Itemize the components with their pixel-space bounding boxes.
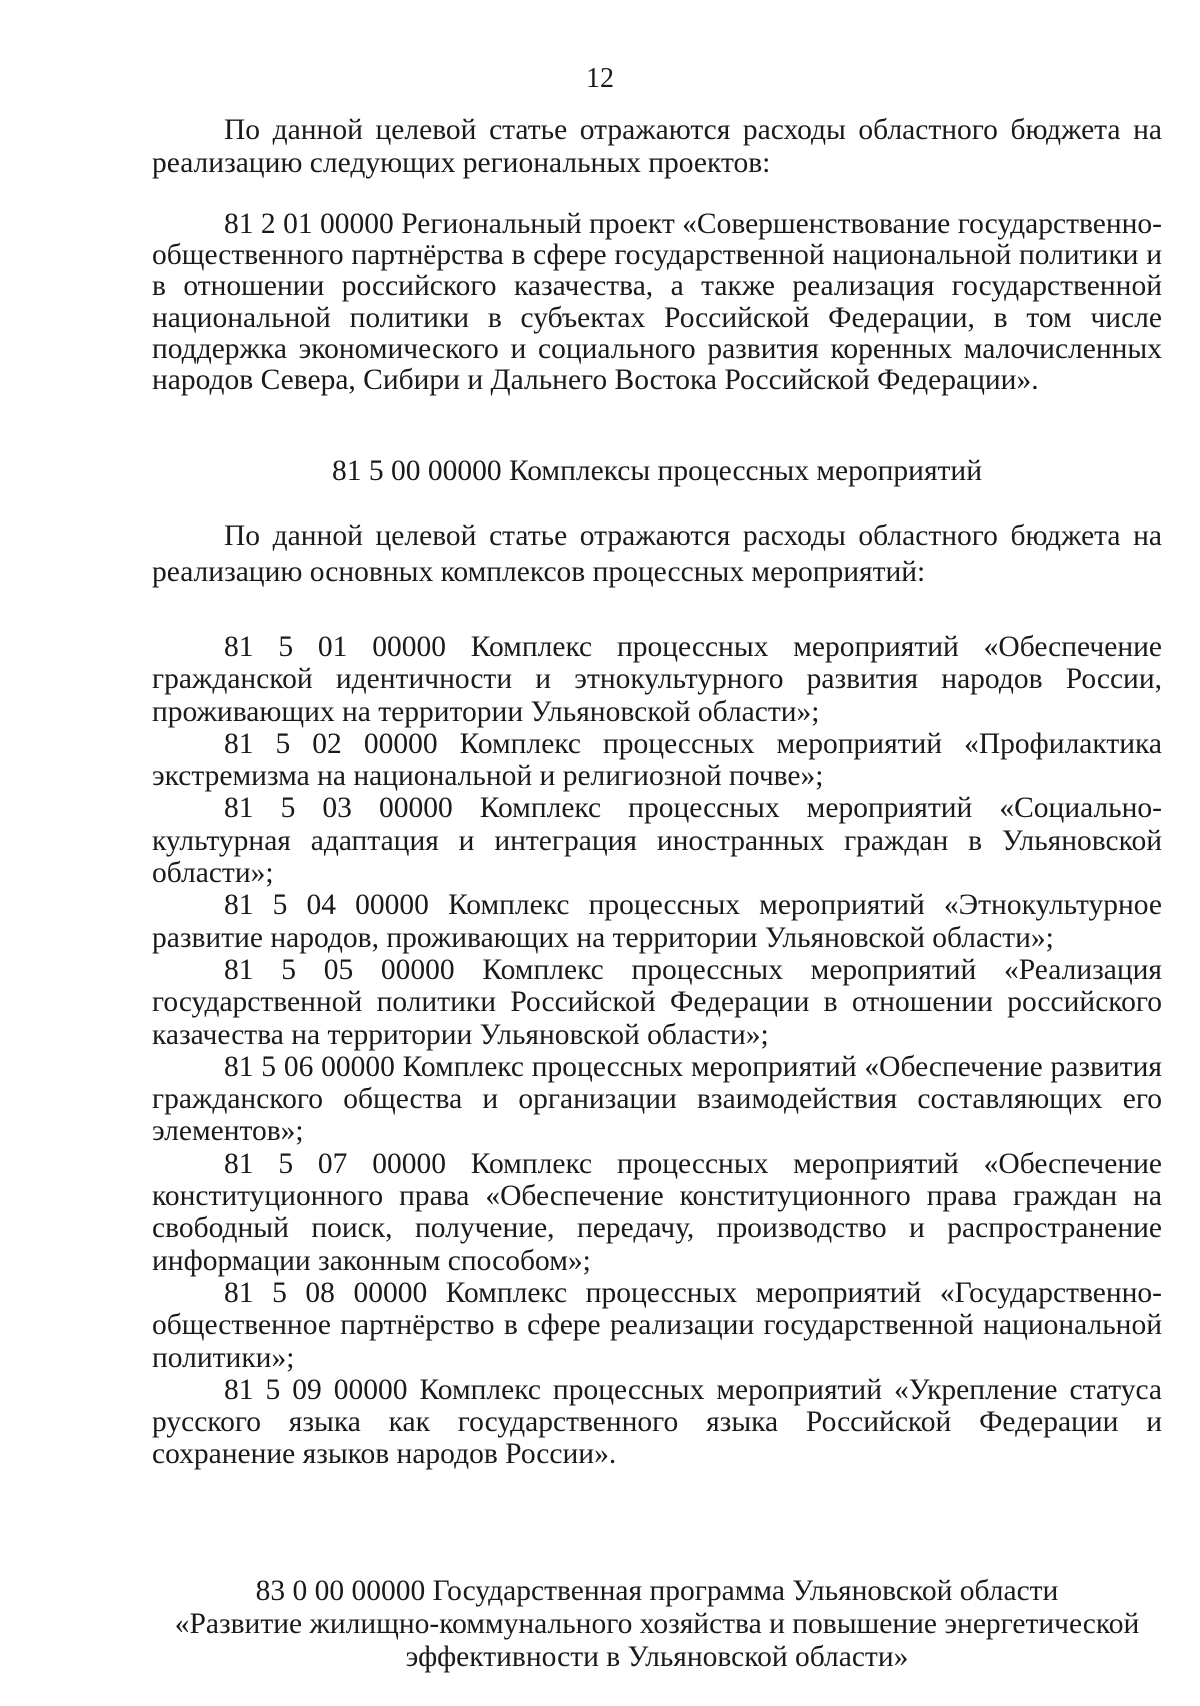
program-heading-line-1: 83 0 00 00000 Государственная программа Ульяновской области	[255, 1575, 1059, 1607]
regional-project-paragraph: 81 2 01 00000 Региональный проект «Совершенствование государственно-общественного партнёрства в сфере государственной национальной политики и в отношении российского казачества, а также реализация государственной национальной политики в субъектах Российской Федерации, в том числе поддержка экономического и социального развития коренных малочисленных народов Севера, Сибири и Дальнего Востока Российской Федерации».	[152, 208, 1162, 397]
section-heading: 81 5 00 00000 Комплексы процессных мероприятий	[332, 455, 982, 487]
program-heading-line-3: эффективности в Ульяновской области»	[405, 1641, 909, 1673]
list-item: 81 5 03 00000 Комплекс процессных мероприятий «Социально-культурная адаптация и интеграция иностранных граждан в Ульяновской области»;	[152, 792, 1162, 890]
program-heading	[152, 1575, 1162, 1674]
list-item: 81 5 09 00000 Комплекс процессных мероприятий «Укрепление статуса русского языка как государственного языка Российской Федерации и сохранение языков народов России».	[152, 1373, 1162, 1471]
list-item: 81 5 05 00000 Комплекс процессных мероприятий «Реализация государственной политики Российской Федерации в отношении российского казачества на территории Ульяновской области»;	[152, 953, 1162, 1051]
list-item: 81 5 02 00000 Комплекс процессных мероприятий «Профилактика экстремизма на национальной и религиозной почве»;	[152, 727, 1162, 793]
list-item: 81 5 01 00000 Комплекс процессных мероприятий «Обеспечение гражданской идентичности и этнокультурного развития народов России, проживающих на территории Ульяновской области»;	[152, 631, 1162, 728]
list-item: 81 5 08 00000 Комплекс процессных мероприятий «Государственно-общественное партнёрство в сфере реализации государственной национальной политики»;	[152, 1276, 1162, 1374]
intro-paragraph: По данной целевой статье отражаются расходы областного бюджета на реализацию следующих региональных проектов:	[152, 114, 1162, 179]
complex-list	[152, 631, 1162, 1471]
list-item: 81 5 06 00000 Комплекс процессных мероприятий «Обеспечение развития гражданского общества и организации взаимодействия составляющих его элементов»;	[152, 1050, 1162, 1148]
page-number: 12	[586, 63, 614, 94]
list-item: 81 5 04 00000 Комплекс процессных мероприятий «Этнокультурное развитие народов, проживающих на территории Ульяновской области»;	[152, 889, 1162, 954]
section-intro-paragraph: По данной целевой статье отражаются расходы областного бюджета на реализацию основных комплексов процессных мероприятий:	[152, 520, 1162, 588]
program-heading-line-2: «Развитие жилищно-коммунального хозяйства и повышение энергетической	[174, 1608, 1140, 1640]
list-item: 81 5 07 00000 Комплекс процессных мероприятий «Обеспечение конституционного права «Обеспечение конституционного права граждан на свободный поиск, получение, передачу, производство и распространение информации законным способом»;	[152, 1147, 1162, 1277]
